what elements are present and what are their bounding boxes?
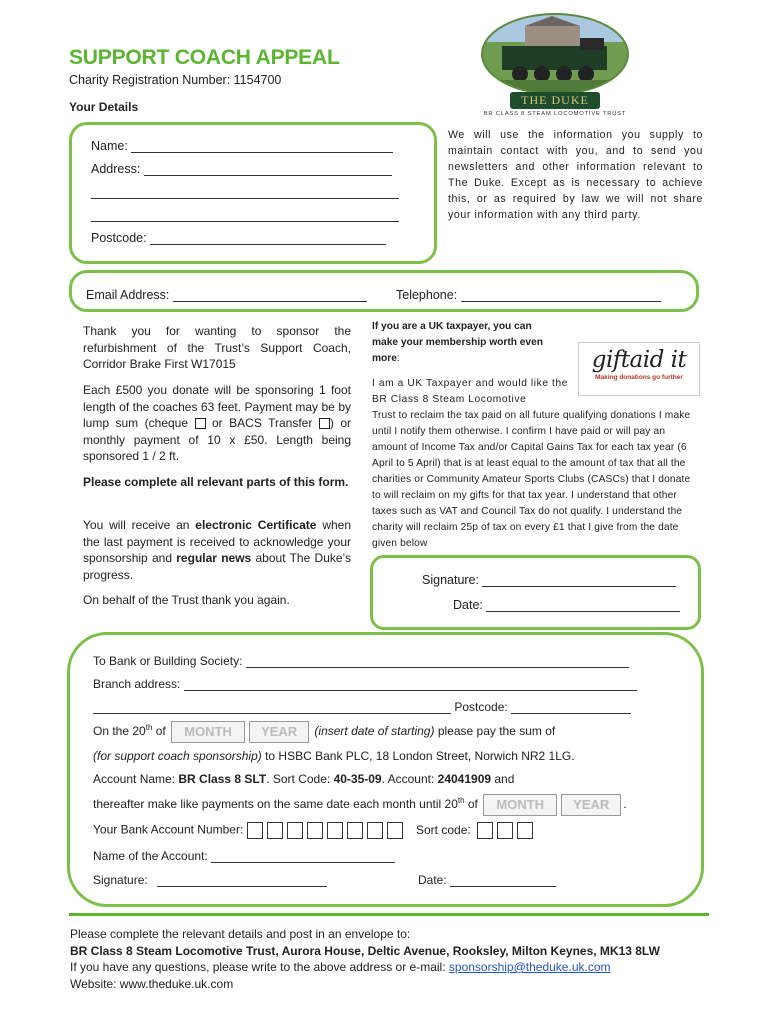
- email-row: [86, 288, 367, 302]
- intro-paragraph: Thank you for wanting to sponsor the refurbishment of the Trust’s Support Coach, Corridor Brake First W17015: [83, 324, 351, 371]
- and-text: and: [491, 772, 515, 786]
- on-the-label: On the 20: [93, 724, 146, 739]
- name-label: Name:: [91, 139, 128, 153]
- thank-you-paragraph: On behalf of the Trust thank you again.: [83, 593, 290, 607]
- to-bank-field[interactable]: [246, 655, 629, 668]
- footer-line-1: Please complete the relevant details and post in an envelope to:: [70, 927, 411, 941]
- bank-postcode-field[interactable]: [511, 701, 631, 714]
- bank-date-field[interactable]: [450, 874, 556, 887]
- branch-row: [93, 677, 637, 691]
- branch-address-field-2[interactable]: [93, 701, 451, 714]
- giftaid-logo-tagline: Making donations go further: [595, 374, 683, 381]
- account-number-value: 24041909: [437, 772, 492, 786]
- account-name-value: BR Class 8 SLT: [178, 772, 267, 786]
- giftaid-logo-text: giftaid it: [591, 347, 687, 373]
- sort-code-box-2[interactable]: [497, 822, 513, 839]
- giftaid-signature-row: [422, 573, 676, 587]
- giftaid-declaration-1: I am a UK Taxpayer and would like the BR Class 8 Steam Locomotive: [372, 378, 568, 405]
- giftaid-heading: [372, 319, 552, 367]
- bank-postcode-label: Postcode:: [454, 700, 508, 714]
- name-field[interactable]: [131, 140, 393, 153]
- telephone-label: Telephone:: [396, 288, 458, 302]
- sort-code-box-3[interactable]: [517, 822, 533, 839]
- bacs-checkbox[interactable]: [319, 418, 330, 429]
- th-superscript: th: [145, 723, 153, 733]
- insert-date-hint: (insert date of starting): [314, 724, 435, 739]
- complete-instruction: Please complete all relevant parts of this form.: [83, 475, 349, 489]
- footer-question-text: If you have any questions, please write to the above address or e-mail:: [70, 960, 449, 974]
- hsbc-address: to HSBC Bank PLC, 18 London Street, Norwich NR2 1LG.: [261, 749, 575, 763]
- sort-code-box-1[interactable]: [477, 822, 493, 839]
- donation-text-2: or BACS Transfer: [205, 416, 319, 430]
- account-details-row: [93, 772, 514, 786]
- your-details-heading: Your Details: [69, 100, 139, 114]
- telephone-row: [396, 288, 661, 302]
- giftaid-signature-box: [370, 555, 701, 630]
- bank-signature-label: Signature:: [93, 873, 148, 887]
- sort-code-colon: :: [467, 822, 475, 837]
- name-of-account-row: [93, 849, 395, 863]
- account-digit-3[interactable]: [287, 822, 303, 839]
- account-label: . Account:: [381, 772, 438, 786]
- footer-divider: [69, 913, 709, 916]
- bank-signature-field[interactable]: [157, 874, 327, 887]
- the-duke-logo: [480, 12, 630, 122]
- pay-sum-text: please pay the sum of: [434, 724, 556, 739]
- account-name-label: Account Name:: [93, 772, 179, 786]
- branch-postcode-row: [93, 700, 631, 714]
- certificate-text-d: regular news: [176, 551, 252, 565]
- bank-date-row: [418, 873, 556, 887]
- address-label: Address:: [91, 162, 141, 176]
- address-field[interactable]: [144, 163, 392, 176]
- email-field[interactable]: [173, 289, 367, 302]
- address-line-3: [91, 208, 399, 222]
- start-month-field[interactable]: MONTH: [171, 721, 245, 743]
- charity-registration: Charity Registration Number: 1154700: [69, 73, 282, 87]
- to-bank-row: [93, 654, 629, 668]
- th-superscript-2: th: [457, 796, 465, 806]
- hsbc-row: [93, 749, 575, 763]
- privacy-notice: We will use the information you supply to maintain contact with you, and to send you newsletters and other information relevant to The Duke. Except as is necessary to achieve this, or as required by law we will not share your information with any third party.: [448, 129, 703, 221]
- giftaid-date-field[interactable]: [486, 599, 680, 612]
- giftaid-logo: [578, 342, 700, 396]
- email-label: Email Address:: [86, 288, 170, 302]
- end-date-row: [93, 794, 627, 816]
- footer-address: BR Class 8 Steam Locomotive Trust, Aurora House, Deltic Avenue, Rooksley, Milton Keynes, MK13 8LW: [70, 943, 660, 958]
- address-field-2[interactable]: [91, 186, 399, 199]
- bank-date-label: Date:: [418, 873, 447, 887]
- certificate-text-a: You will receive an: [83, 518, 196, 532]
- account-digit-8[interactable]: [387, 822, 403, 839]
- sort-code-label: . Sort Code:: [266, 772, 334, 786]
- sort-code-value: 40-35-09: [333, 772, 382, 786]
- branch-label: Branch address:: [93, 677, 181, 691]
- address-line-2: [91, 185, 399, 199]
- certificate-paragraph: [83, 517, 351, 583]
- end-year-field[interactable]: YEAR: [561, 794, 621, 816]
- postcode-label: Postcode:: [91, 231, 147, 245]
- giftaid-signature-label: Signature:: [422, 573, 479, 587]
- footer-email-link[interactable]: sponsorship@theduke.uk.com: [448, 960, 611, 974]
- account-digit-2[interactable]: [267, 822, 283, 839]
- account-digit-7[interactable]: [367, 822, 383, 839]
- footer-line-3: [70, 959, 660, 976]
- giftaid-declaration-2: Trust to reclaim the tax paid on all future qualifying donations I make until I notify them otherwise. I confirm I have paid or will pay an amount of Income Tax and/or Capital Gains Tax for each tax year (6 April to 5 April) that is at least equal to the amount of tax that all the charities or Community Amateur Sports Clubs (CASCs) that I donate to will reclaim on my gifts for that tax year. I understand that other taxes such as VAT and Council Tax do not qualify. I understand the charity will reclaim 25p of tax on every £1 that I give from the date given below: [372, 410, 691, 549]
- of-label-2: of: [464, 797, 478, 812]
- address-row: [91, 162, 392, 176]
- account-number-row: [93, 822, 537, 839]
- postcode-field[interactable]: [150, 232, 386, 245]
- giftaid-date-label: Date:: [453, 598, 483, 612]
- logo-tagline: BR CLASS 8 STEAM LOCOMOTIVE TRUST: [483, 111, 627, 117]
- thereafter-text: thereafter make like payments on the same date each month until 20: [93, 797, 458, 812]
- name-row: [91, 139, 393, 153]
- of-label: of: [152, 724, 166, 739]
- name-of-account-label: Name of the Account:: [93, 849, 208, 863]
- your-account-number-label: Your Bank Account Number:: [93, 822, 244, 837]
- footer-website: Website: www.theduke.uk.com: [70, 976, 234, 991]
- donation-text-1: Each £500 you donate will be sponsoring 1 foot length of the coaches 63 feet. Payment may be by lump sum (cheque: [83, 383, 351, 430]
- postcode-row: [91, 231, 386, 245]
- certificate-text-e: about The Duke’s progress.: [83, 551, 351, 582]
- start-date-row: [93, 721, 555, 743]
- footer: [70, 926, 660, 992]
- donation-text-3: ) or monthly payment of 10 x £50. Length being sponsored 1 / 2 ft.: [83, 416, 351, 463]
- account-digit-1[interactable]: [247, 822, 263, 839]
- for-support-text: (for support coach sponsorship): [93, 749, 262, 763]
- telephone-field[interactable]: [461, 289, 661, 302]
- branch-field[interactable]: [184, 678, 637, 691]
- account-digit-5[interactable]: [327, 822, 343, 839]
- page-title: SUPPORT COACH APPEAL: [69, 46, 340, 69]
- bank-signature-row: [93, 873, 327, 887]
- account-digit-6[interactable]: [347, 822, 363, 839]
- certificate-text-b: electronic Certificate: [195, 518, 317, 532]
- logo-name: THE DUKE: [521, 93, 589, 107]
- name-of-account-field[interactable]: [211, 850, 395, 863]
- giftaid-heading-text: If you are a UK taxpayer, you can make your membership worth even more: [372, 321, 543, 364]
- start-year-field[interactable]: YEAR: [249, 721, 309, 743]
- account-digit-4[interactable]: [307, 822, 323, 839]
- bank-mandate-box: [67, 632, 704, 907]
- sort-code-field-label: Sort code: [416, 822, 468, 837]
- to-bank-label: To Bank or Building Society:: [93, 654, 243, 668]
- cheque-checkbox[interactable]: [195, 418, 206, 429]
- giftaid-signature-field[interactable]: [482, 574, 676, 587]
- giftaid-date-row: [453, 598, 680, 612]
- certificate-text-c: when the last payment is received to acknowledge your sponsorship and: [83, 518, 352, 565]
- end-month-field[interactable]: MONTH: [483, 794, 557, 816]
- giftaid-heading-colon: :: [396, 353, 400, 364]
- address-field-3[interactable]: [91, 209, 399, 222]
- end-period: .: [623, 797, 627, 812]
- donation-paragraph: [83, 382, 351, 465]
